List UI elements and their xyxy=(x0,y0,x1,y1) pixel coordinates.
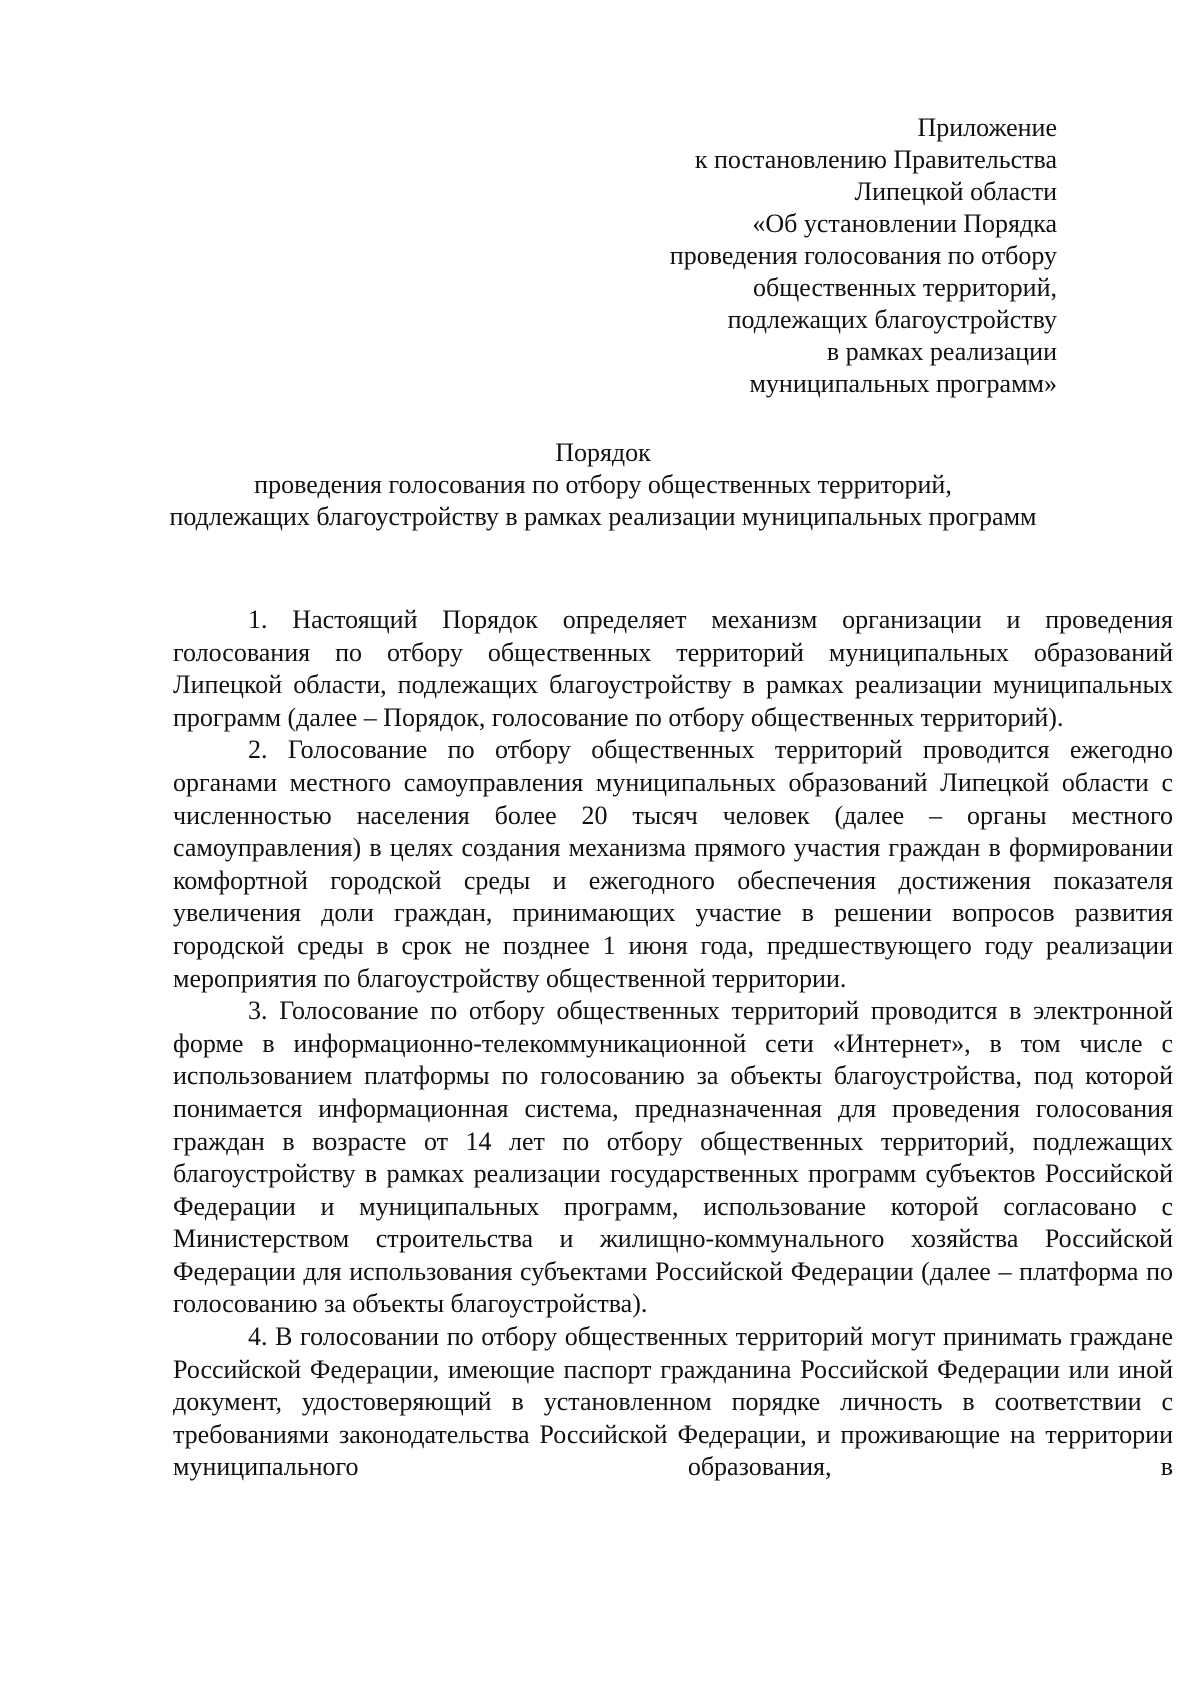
document-body xyxy=(173,604,1173,1484)
appendix-line: Приложение xyxy=(917,113,1057,142)
appendix-line: проведения голосования по отбору xyxy=(669,241,1057,270)
appendix-line: в рамках реализации xyxy=(826,337,1057,366)
title-heading: Порядок xyxy=(555,438,651,467)
title-line: проведения голосования по отбору общественных территорий, xyxy=(254,470,952,499)
appendix-line: общественных территорий, xyxy=(753,273,1057,302)
appendix-line: «Об установлении Порядка xyxy=(752,209,1057,238)
document-title xyxy=(150,437,1056,533)
paragraph-4: 4. В голосовании по отбору общественных территорий могут принимать граждане Российской Федерации, имеющие паспорт гражданина Российской Федерации или иной документ, удостоверяющий в установленном порядке личность в соответствии с требованиями законодательства Российской Федерации, и проживающие на территории муниципального образования, в xyxy=(173,1322,1173,1482)
paragraph-3: 3. Голосование по отбору общественных территорий проводится в электронной форме в информационно-телекоммуникационной сети «Интернет», в том числе с использованием платформы по голосованию за объекты благоустройства, под которой понимается информационная система, предназначенная для проведения голосования граждан в возрасте от 14 лет по отбору общественных территорий, подлежащих благоустройству в рамках реализации государственных программ субъектов Российской Федерации и муниципальных программ, использование которой согласовано с Министерством строительства и жилищно-коммунального хозяйства Российской Федерации для использования субъектами Российской Федерации (далее – платформа по голосованию за объекты благоустройства). xyxy=(173,996,1173,1319)
paragraph-1: 1. Настоящий Порядок определяет механизм организации и проведения голосования по отбору общественных территорий муниципальных образований Липецкой области, подлежащих благоустройству в рамках реализации муниципальных программ (далее – Порядок, голосование по отбору общественных территорий). xyxy=(173,605,1173,732)
appendix-line: к постановлению Правительства xyxy=(694,145,1057,174)
appendix-header xyxy=(537,112,1057,400)
appendix-line: подлежащих благоустройству xyxy=(727,305,1057,334)
appendix-line: муниципальных программ» xyxy=(749,369,1057,398)
appendix-line: Липецкой области xyxy=(854,177,1057,206)
title-line: подлежащих благоустройству в рамках реализации муниципальных программ xyxy=(169,502,1037,531)
paragraph-2: 2. Голосование по отбору общественных территорий проводится ежегодно органами местного самоуправления муниципальных образований Липецкой области с численностью населения более 20 тысяч человек (далее – органы местного самоуправления) в целях создания механизма прямого участия граждан в формировании комфортной городской среды и ежегодного обеспечения достижения показателя увеличения доли граждан, принимающих участие в решении вопросов развития городской среды в срок не позднее 1 июня года, предшествующего году реализации мероприятия по благоустройству общественной территории. xyxy=(173,735,1173,993)
